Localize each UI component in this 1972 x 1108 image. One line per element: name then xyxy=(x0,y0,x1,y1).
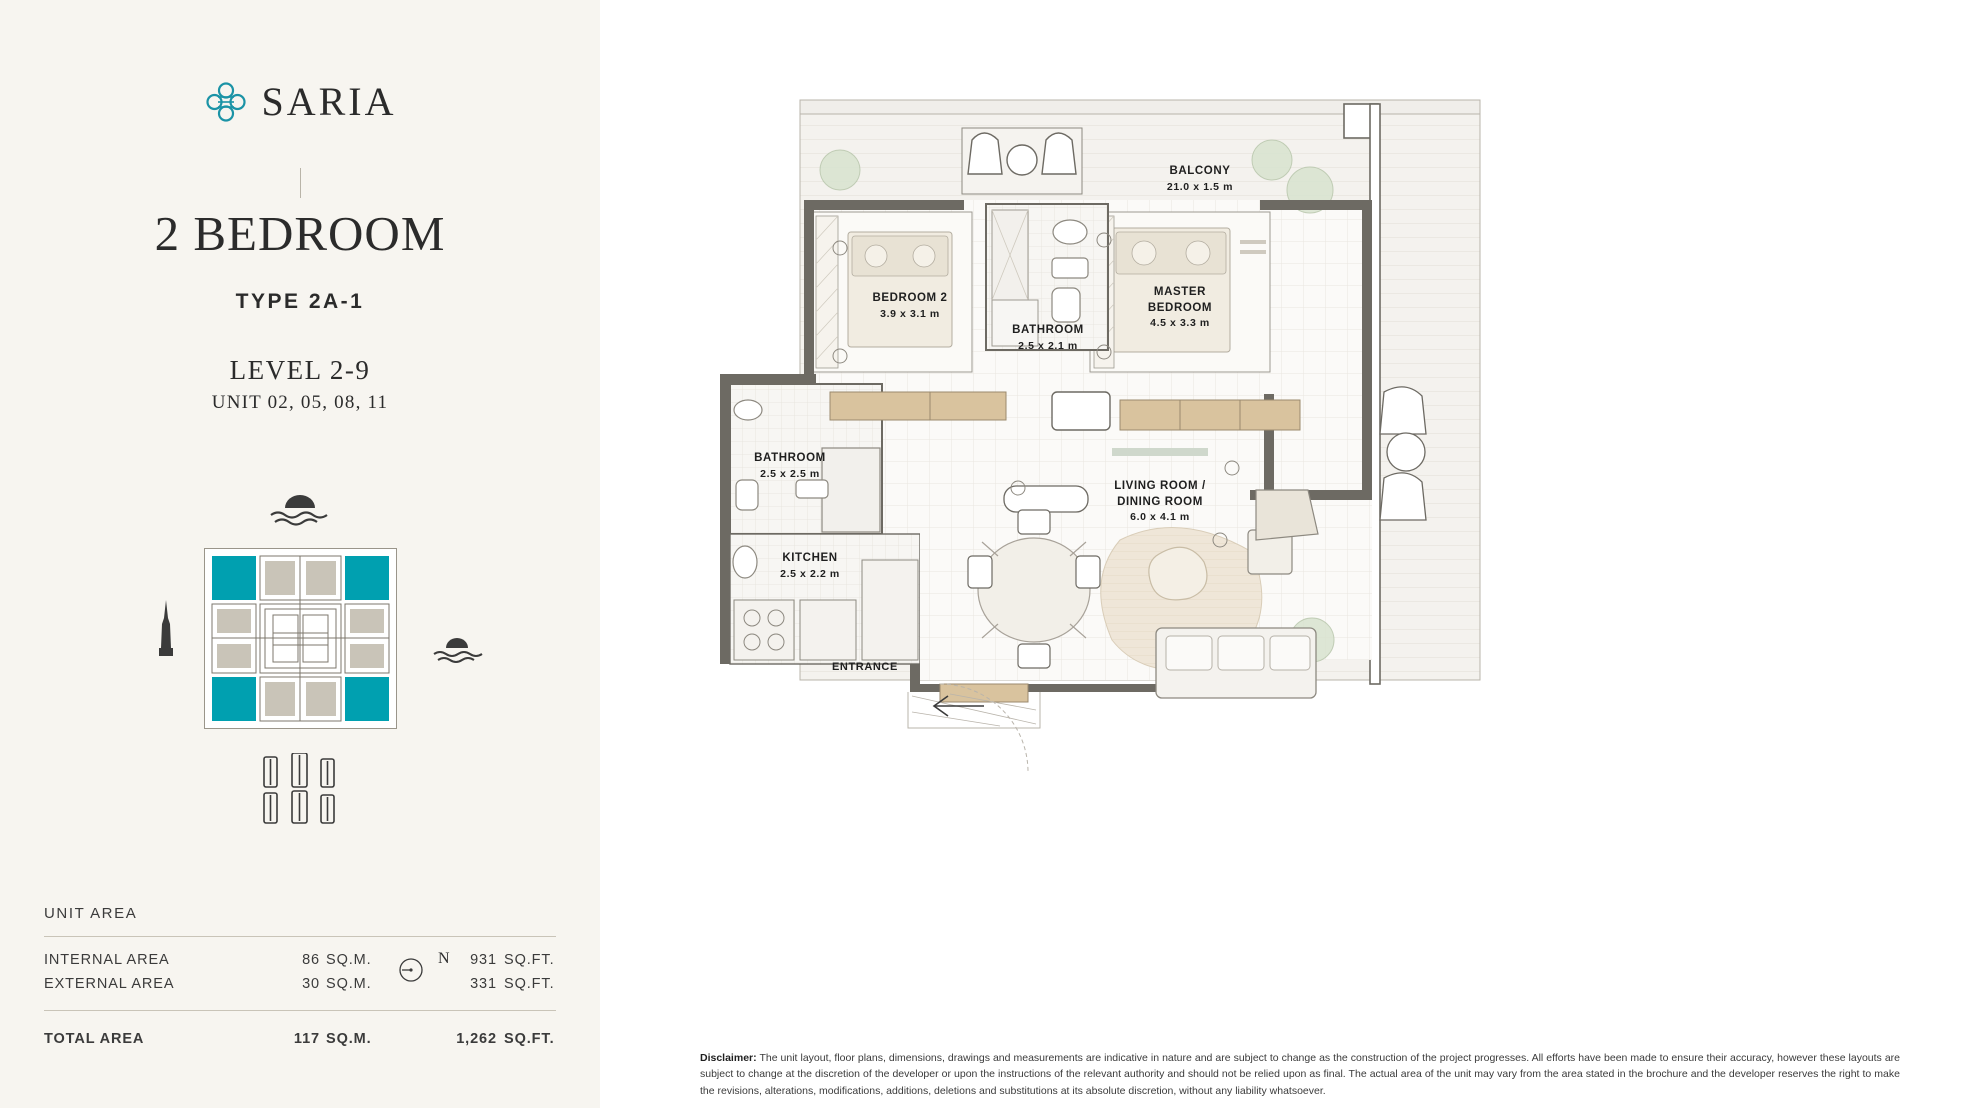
room-label-kitchen xyxy=(730,550,890,582)
room-label-living-dining xyxy=(1070,479,1250,524)
room-dims: 2.5 x 2.5 m xyxy=(760,467,820,480)
unit-area-title: UNIT AREA xyxy=(44,905,138,922)
compass-north-label: N xyxy=(438,950,450,967)
divider-top xyxy=(44,936,556,937)
total-sqm: 117 xyxy=(293,1031,320,1047)
room-name: KITCHEN xyxy=(782,552,838,564)
room-dims: 2.5 x 2.2 m xyxy=(780,567,840,580)
room-dims: 2.5 x 2.1 m xyxy=(1018,339,1078,352)
room-name-line1: MASTER xyxy=(1153,286,1207,298)
towers-icon xyxy=(258,753,344,830)
row-label: EXTERNAL AREA xyxy=(44,976,175,992)
room-dims: 6.0 x 4.1 m xyxy=(1130,511,1190,524)
sea-waves-icon xyxy=(265,492,335,535)
room-dims: 21.0 x 1.5 m xyxy=(1166,180,1234,193)
sea-waves-icon-secondary xyxy=(432,636,488,671)
divider xyxy=(300,168,301,198)
floorplan-area xyxy=(600,0,1972,1108)
room-name-line1: LIVING ROOM / xyxy=(1114,480,1206,492)
info-panel xyxy=(0,0,600,1108)
unit-numbers-label: UNIT 02, 05, 08, 11 xyxy=(211,392,389,413)
row-sqm-unit: SQ.M. xyxy=(326,952,372,968)
entrance-label: ENTRANCE xyxy=(832,661,898,673)
room-name: BATHROOM xyxy=(1012,324,1084,336)
room-dims: 4.5 x 3.3 m xyxy=(1150,317,1210,330)
room-name-line2: DINING ROOM xyxy=(1117,495,1203,508)
brand xyxy=(0,78,600,130)
row-sqm-unit: SQ.M. xyxy=(326,976,372,992)
row-label: INTERNAL AREA xyxy=(44,952,170,968)
room-dims: 3.9 x 3.1 m xyxy=(880,307,940,320)
row-sqm: 30 xyxy=(302,976,320,992)
room-label-bathroom xyxy=(710,450,870,482)
row-sqft: 931 xyxy=(470,952,497,968)
saria-flower-logo-icon xyxy=(203,79,249,125)
room-name-line2: BEDROOM xyxy=(1147,301,1213,314)
level-label: LEVEL 2-9 xyxy=(229,355,371,385)
total-label: TOTAL AREA xyxy=(44,1031,145,1047)
total-sqft-unit: SQ.FT. xyxy=(504,1031,555,1047)
row-sqm: 86 xyxy=(302,952,320,968)
burj-khalifa-icon xyxy=(155,598,177,663)
room-label-bedroom-2 xyxy=(830,290,990,322)
row-sqft-unit: SQ.FT. xyxy=(504,952,555,968)
disclaimer-label: Disclaimer: xyxy=(700,1052,757,1064)
row-sqft-unit: SQ.FT. xyxy=(504,976,555,992)
room-name: BATHROOM xyxy=(754,452,826,464)
room-label-master-bedroom xyxy=(1100,285,1260,330)
divider-bottom xyxy=(44,1010,556,1011)
row-sqft: 331 xyxy=(470,976,497,992)
floorplan-drawing xyxy=(600,0,1972,1000)
room-name: BEDROOM 2 xyxy=(872,292,948,304)
brand-name: SARIA xyxy=(261,79,397,124)
unit-type-label: TYPE 2A-1 xyxy=(235,290,365,313)
total-sqm-unit: SQ.M. xyxy=(326,1031,372,1047)
key-plan-diagram xyxy=(204,548,397,729)
room-label-balcony xyxy=(1120,163,1280,195)
total-sqft: 1,262 xyxy=(456,1031,497,1047)
page-title: 2 BEDROOM xyxy=(154,206,446,261)
disclaimer xyxy=(700,1050,1900,1099)
room-name: BALCONY xyxy=(1169,165,1231,177)
disclaimer-text: The unit layout, floor plans, dimensions, drawings and measurements are indicative in nature and are subject to change as the construction of the project progresses. All efforts have been made to ensure their accuracy, however these layouts are subject to change at the discretion of the developer or upon the instructions of the relevant authority and should not be relied upon as final. The actual area of the unit may vary from the area stated in the brochure and the developer reserves the right to make the revisions, alterations, modifications, additions, deletions and substitutions at its absolute discretion, without any liability whatsoever. xyxy=(700,1052,1900,1097)
